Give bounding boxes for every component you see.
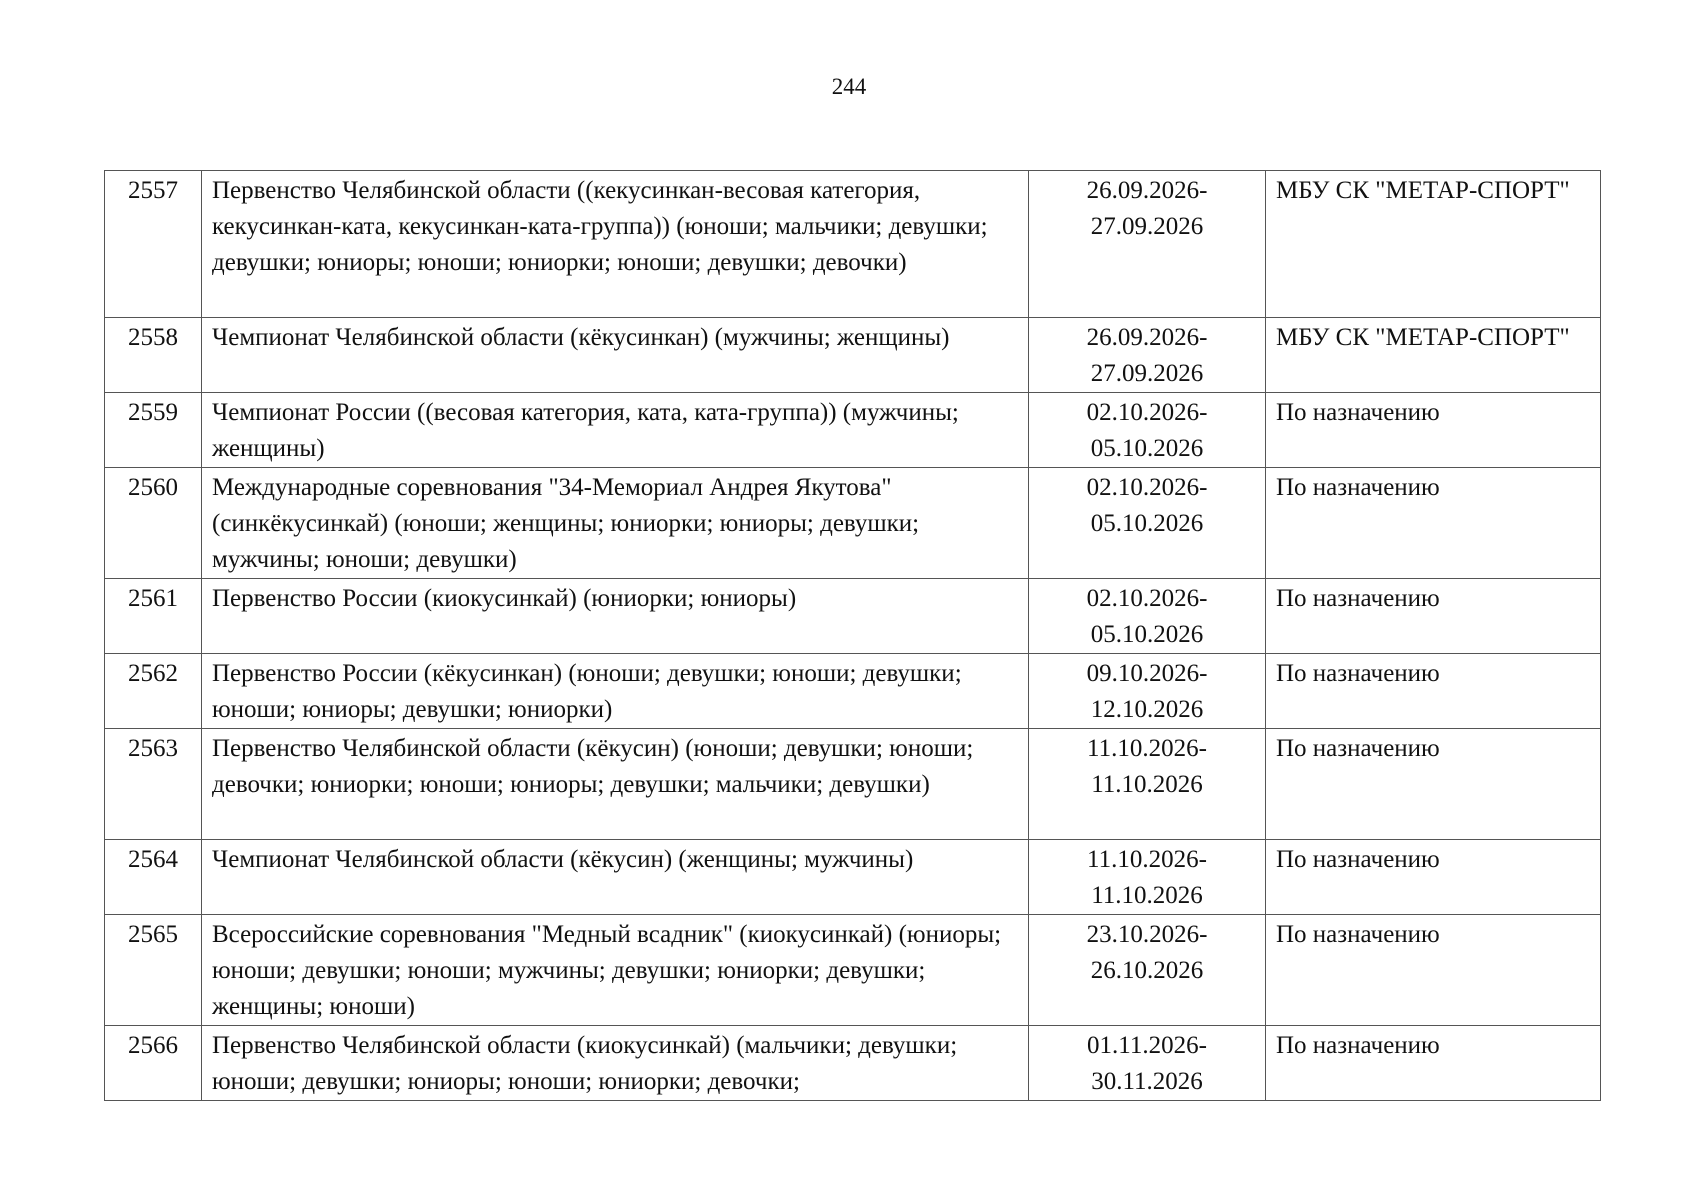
date-end: 05.10.2026 (1090, 435, 1204, 462)
row-number: 2562 (105, 654, 202, 729)
date-end: 11.10.2026 (1091, 771, 1203, 798)
event-name: Чемпионат Челябинской области (кёкусин) (женщины; мужчины) (202, 840, 1029, 915)
date-start: 11.10.2026- (1087, 846, 1207, 873)
date-start: 02.10.2026- (1086, 585, 1208, 612)
event-place: МБУ СК "МЕТАР-СПОРТ" (1266, 171, 1601, 318)
event-place: По назначению (1266, 393, 1601, 468)
row-number: 2560 (105, 468, 202, 579)
event-name: Первенство Челябинской области ((кекусинкан-весовая категория, кекусинкан-ката, кекусинкан-ката-группа)) (юноши; мальчики; девушки; девушки; юниоры; юноши; юниорки; юноши; девушки; девочки) (202, 171, 1029, 318)
date-end: 30.11.2026 (1091, 1068, 1203, 1095)
date-start: 23.10.2026- (1086, 921, 1208, 948)
table-row (105, 1026, 1601, 1101)
date-start: 11.10.2026- (1087, 735, 1207, 762)
date-start: 01.11.2026- (1087, 1032, 1207, 1059)
events-table (104, 170, 1601, 1101)
date-start: 26.09.2026- (1086, 324, 1208, 351)
event-name: Первенство России (киокусинкай) (юниорки; юниоры) (202, 579, 1029, 654)
date-end: 27.09.2026 (1090, 360, 1204, 387)
event-place: По назначению (1266, 654, 1601, 729)
event-name: Международные соревнования "34-Мемориал Андрея Якутова" (синкёкусинкай) (юноши; женщины; юниорки; юниоры; девушки; мужчины; юноши; девушки) (202, 468, 1029, 579)
date-end: 11.10.2026 (1091, 882, 1203, 909)
event-dates (1029, 915, 1266, 1026)
event-place: По назначению (1266, 840, 1601, 915)
event-name: Первенство России (кёкусинкан) (юноши; девушки; юноши; девушки; юноши; юниоры; девушки; юниорки) (202, 654, 1029, 729)
date-start: 02.10.2026- (1086, 474, 1208, 501)
date-end: 05.10.2026 (1090, 621, 1204, 648)
date-start: 26.09.2026- (1086, 177, 1208, 204)
event-dates (1029, 579, 1266, 654)
event-name: Всероссийские соревнования "Медный всадник" (киокусинкай) (юниоры; юноши; девушки; юноши; мужчины; девушки; юниорки; девушки; женщины; юноши) (202, 915, 1029, 1026)
date-end: 26.10.2026 (1090, 957, 1204, 984)
event-place: По назначению (1266, 579, 1601, 654)
event-name: Первенство Челябинской области (киокусинкай) (мальчики; девушки; юноши; девушки; юниоры; юноши; юниорки; девочки; (202, 1026, 1029, 1101)
date-start: 02.10.2026- (1086, 399, 1208, 426)
date-start: 09.10.2026- (1086, 660, 1208, 687)
event-dates (1029, 171, 1266, 318)
row-number: 2559 (105, 393, 202, 468)
event-dates (1029, 393, 1266, 468)
event-place: По назначению (1266, 915, 1601, 1026)
event-dates (1029, 318, 1266, 393)
table-row (105, 318, 1601, 393)
event-place: По назначению (1266, 1026, 1601, 1101)
table-row (105, 468, 1601, 579)
event-place: МБУ СК "МЕТАР-СПОРТ" (1266, 318, 1601, 393)
table-row (105, 915, 1601, 1026)
row-number: 2561 (105, 579, 202, 654)
row-number: 2563 (105, 729, 202, 840)
table-row (105, 393, 1601, 468)
table-row (105, 171, 1601, 318)
table-row (105, 840, 1601, 915)
event-dates (1029, 729, 1266, 840)
event-dates (1029, 654, 1266, 729)
event-name: Первенство Челябинской области (кёкусин) (юноши; девушки; юноши; девочки; юниорки; юноши; юниоры; девушки; мальчики; девушки) (202, 729, 1029, 840)
event-dates (1029, 468, 1266, 579)
event-dates (1029, 1026, 1266, 1101)
table-row (105, 579, 1601, 654)
event-name: Чемпионат Челябинской области (кёкусинкан) (мужчины; женщины) (202, 318, 1029, 393)
date-end: 12.10.2026 (1090, 696, 1204, 723)
date-end: 05.10.2026 (1090, 510, 1204, 537)
page-number: 244 (831, 74, 867, 99)
row-number: 2565 (105, 915, 202, 1026)
event-name: Чемпионат России ((весовая категория, ката, ката-группа)) (мужчины; женщины) (202, 393, 1029, 468)
event-dates (1029, 840, 1266, 915)
row-number: 2558 (105, 318, 202, 393)
date-end: 27.09.2026 (1090, 213, 1204, 240)
row-number: 2566 (105, 1026, 202, 1101)
row-number: 2557 (105, 171, 202, 318)
event-place: По назначению (1266, 468, 1601, 579)
table-row (105, 654, 1601, 729)
table-row (105, 729, 1601, 840)
row-number: 2564 (105, 840, 202, 915)
event-place: По назначению (1266, 729, 1601, 840)
